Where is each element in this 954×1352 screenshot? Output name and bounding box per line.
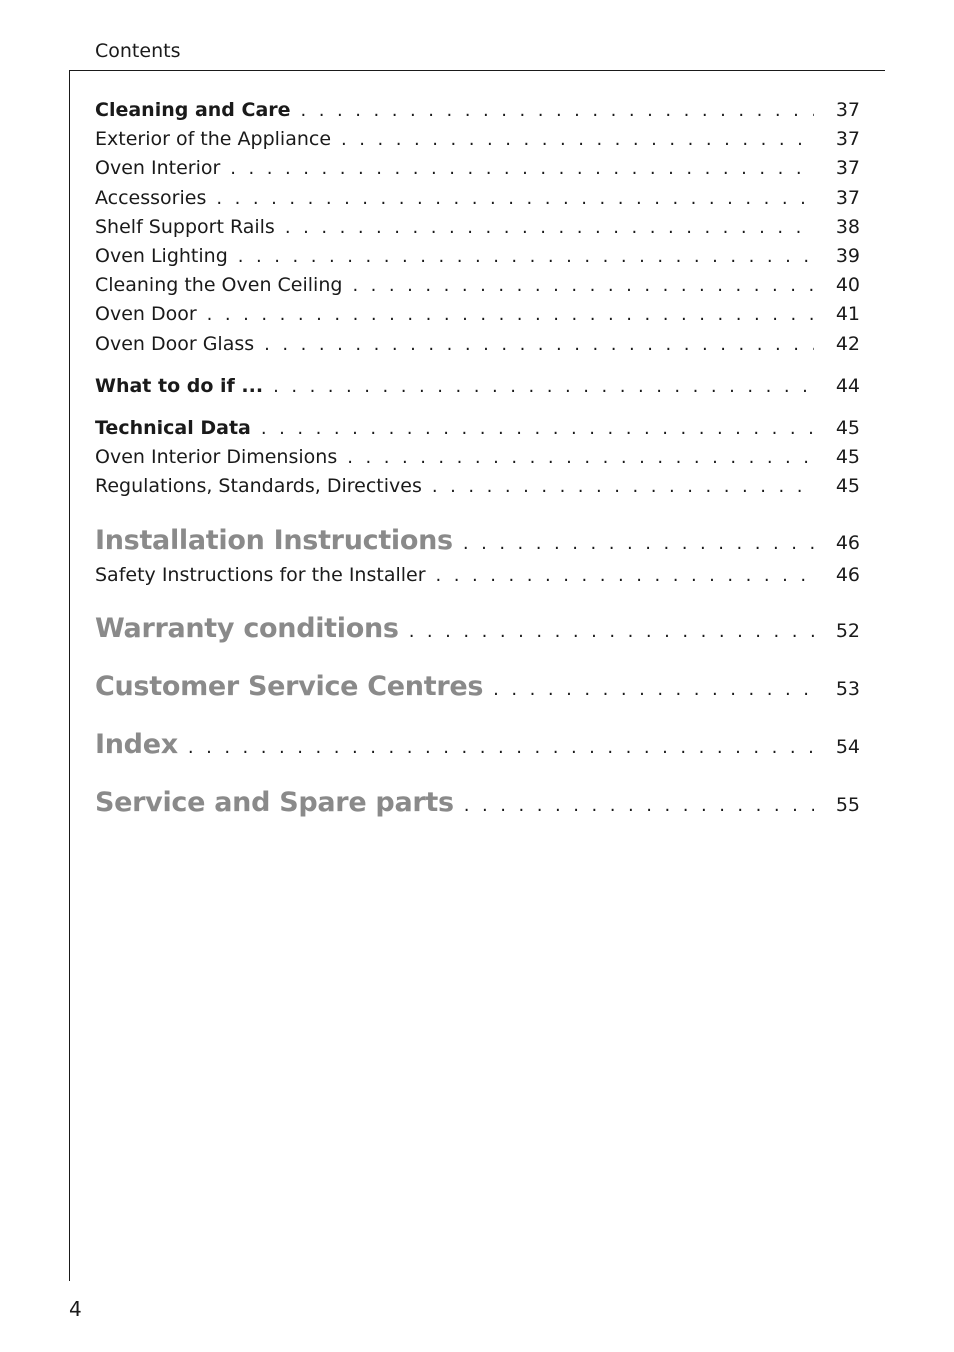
toc-entry-title: Technical Data xyxy=(95,416,251,439)
dot-leader xyxy=(188,728,814,765)
toc-entry-title: Exterior of the Appliance xyxy=(95,128,332,151)
spacer xyxy=(95,359,860,372)
toc-entry-page: 55 xyxy=(835,793,860,816)
toc-entry-page: 37 xyxy=(835,186,860,209)
spacer xyxy=(95,765,860,783)
header-section-label: Contents xyxy=(95,40,181,62)
dot-leader xyxy=(436,561,814,590)
toc-entry-oven-interior[interactable] xyxy=(95,154,860,183)
toc-entry-page: 38 xyxy=(835,215,860,238)
toc-entry-title: Warranty conditions xyxy=(95,612,399,644)
toc-entry-page: 39 xyxy=(835,244,860,267)
dot-leader xyxy=(273,372,814,401)
toc-entry-page: 45 xyxy=(835,475,860,498)
toc-entry-page: 41 xyxy=(835,303,860,326)
dot-leader xyxy=(285,213,814,242)
toc-entry-title: Cleaning and Care xyxy=(95,99,291,121)
toc-entry-index[interactable] xyxy=(95,725,860,765)
toc-entry-accessories[interactable] xyxy=(95,184,860,213)
toc-entry-title: Customer Service Centres xyxy=(95,670,484,702)
dot-leader xyxy=(347,443,814,472)
dot-leader xyxy=(261,414,814,443)
dot-leader xyxy=(238,242,814,271)
dot-leader xyxy=(352,271,814,300)
dot-leader xyxy=(301,96,814,125)
dot-leader xyxy=(264,330,814,359)
toc-entry-page: 53 xyxy=(835,677,860,700)
toc-entry-title: What to do if ... xyxy=(95,374,264,397)
toc-entry-shelf-support-rails[interactable] xyxy=(95,213,860,242)
spacer xyxy=(95,707,860,725)
toc-entry-title: Shelf Support Rails xyxy=(95,215,275,238)
toc-entry-page: 40 xyxy=(835,274,860,297)
page-number: 4 xyxy=(69,1297,82,1321)
dot-leader xyxy=(464,786,814,823)
spacer xyxy=(95,401,860,414)
toc-entry-title: Accessories xyxy=(95,186,207,209)
toc-entry-title: Cleaning the Oven Ceiling xyxy=(95,274,343,297)
toc-entry-title: Oven Interior Dimensions xyxy=(95,446,338,469)
toc-entry-page: 46 xyxy=(835,532,860,555)
dot-leader xyxy=(409,612,814,649)
toc-entry-page: 44 xyxy=(835,374,860,397)
toc-entry-page: 45 xyxy=(835,416,860,439)
spacer xyxy=(95,591,860,609)
toc-entry-oven-interior-dimensions[interactable] xyxy=(95,443,860,472)
toc-entry-title: Oven Door Glass xyxy=(95,332,255,355)
toc-entry-title: Service and Spare parts xyxy=(95,786,454,818)
toc-entry-safety-installer[interactable] xyxy=(95,561,860,590)
toc-entry-page: 37 xyxy=(835,99,860,121)
dot-leader xyxy=(432,472,814,501)
toc-entry-page: 45 xyxy=(835,446,860,469)
toc-entry-oven-lighting[interactable] xyxy=(95,242,860,271)
toc-entry-title: Oven Door xyxy=(95,303,197,326)
header-rule xyxy=(69,70,885,71)
toc-entry-cleaning-oven-ceiling[interactable] xyxy=(95,271,860,300)
toc-entry-what-to-do-if[interactable] xyxy=(95,372,860,401)
dot-leader xyxy=(230,154,814,183)
toc-entry-page: 37 xyxy=(835,157,860,180)
toc-entry-title: Oven Interior xyxy=(95,157,221,180)
spacer xyxy=(95,649,860,667)
toc-entry-installation-instructions[interactable] xyxy=(95,521,860,561)
toc-entry-service-spare-parts[interactable] xyxy=(95,783,860,823)
toc-entry-technical-data[interactable] xyxy=(95,414,860,443)
dot-leader xyxy=(216,184,814,213)
table-of-contents xyxy=(95,96,860,823)
dot-leader xyxy=(341,125,814,154)
toc-entry-exterior[interactable] xyxy=(95,125,860,154)
toc-entry-title: Regulations, Standards, Directives xyxy=(95,475,422,498)
toc-entry-page: 54 xyxy=(835,735,860,758)
margin-rule xyxy=(69,70,70,1281)
dot-leader xyxy=(463,524,814,561)
toc-entry-oven-door-glass[interactable] xyxy=(95,330,860,359)
spacer xyxy=(95,501,860,521)
toc-entry-oven-door[interactable] xyxy=(95,300,860,329)
toc-entry-title: Safety Instructions for the Installer xyxy=(95,564,426,587)
toc-entry-regulations[interactable] xyxy=(95,472,860,501)
dot-leader xyxy=(207,300,814,329)
toc-entry-warranty-conditions[interactable] xyxy=(95,609,860,649)
toc-entry-page: 46 xyxy=(835,564,860,587)
toc-entry-title: Index xyxy=(95,728,178,760)
toc-entry-page: 42 xyxy=(835,332,860,355)
dot-leader xyxy=(493,670,814,707)
toc-entry-page: 37 xyxy=(835,128,860,151)
toc-entry-page: 52 xyxy=(835,619,860,642)
toc-entry-cleaning-and-care[interactable] xyxy=(95,96,860,125)
toc-entry-customer-service-centres[interactable] xyxy=(95,667,860,707)
toc-entry-title: Installation Instructions xyxy=(95,525,453,557)
toc-entry-title: Oven Lighting xyxy=(95,244,228,267)
